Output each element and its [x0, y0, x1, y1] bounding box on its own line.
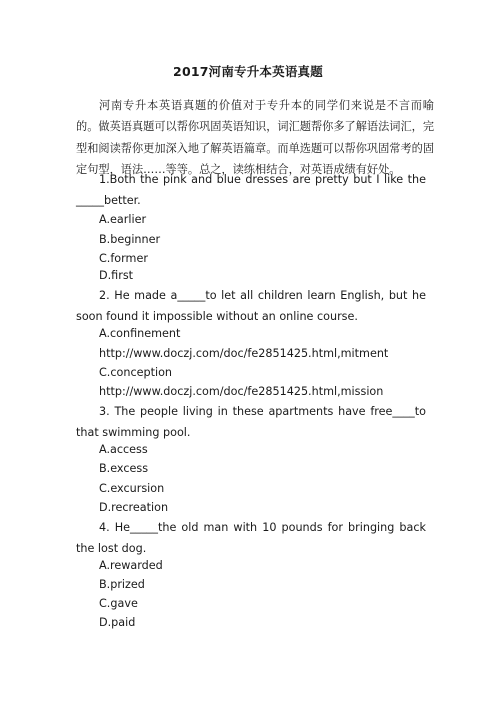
intro-paragraph: 河南专升本英语真题的价值对于专升本的同学们来说是不言而喻的。做英语真题可以帮你巩固英语知识，词汇题帮你多了解语法词汇，完型和阅读帮你更加深入地了解英语篇章。而单选题可以帮你巩固常考的固定句型，语法……等等。总之，读练相结合，对英语成绩有好处。	[76, 99, 435, 177]
question-3-option-a: A.access	[99, 443, 148, 456]
question-2-option-c: C.conception	[99, 366, 173, 379]
question-1-option-c: C.former	[99, 252, 148, 265]
question-3-option-c: C.excursion	[99, 482, 165, 495]
question-1-option-a: A.earlier	[99, 213, 147, 226]
question-3-option-d: D.recreation	[99, 501, 169, 514]
question-4-option-a: A.rewarded	[99, 559, 163, 572]
question-3-stem: 3. The people living in these apartments have free____to that swimming pool.	[76, 405, 426, 439]
question-2-option-a: A.confinement	[99, 327, 181, 340]
question-4-option-d: D.paid	[99, 616, 136, 629]
question-2-option-d: http://www.doczj.com/doc/fe2851425.html,mission	[99, 385, 384, 398]
question-2-stem: 2. He made a_____to let all children learn English, but he soon found it impossible without an online course.	[76, 289, 426, 323]
question-4-stem: 4. He_____the old man with 10 pounds for bringing back the lost dog.	[76, 521, 426, 555]
document-title: 2017河南专升本英语真题	[173, 64, 323, 79]
question-1-stem: 1.Both the pink and blue dresses are pretty but I like the _____better.	[76, 173, 426, 207]
question-4-option-c: C.gave	[99, 597, 138, 610]
question-2-option-b: http://www.doczj.com/doc/fe2851425.html,mitment	[99, 347, 389, 360]
question-1-option-d: D.first	[99, 269, 134, 282]
question-1-option-b: B.beginner	[99, 233, 161, 246]
question-4-option-b: B.prized	[99, 578, 145, 591]
question-3-option-b: B.excess	[99, 462, 149, 475]
